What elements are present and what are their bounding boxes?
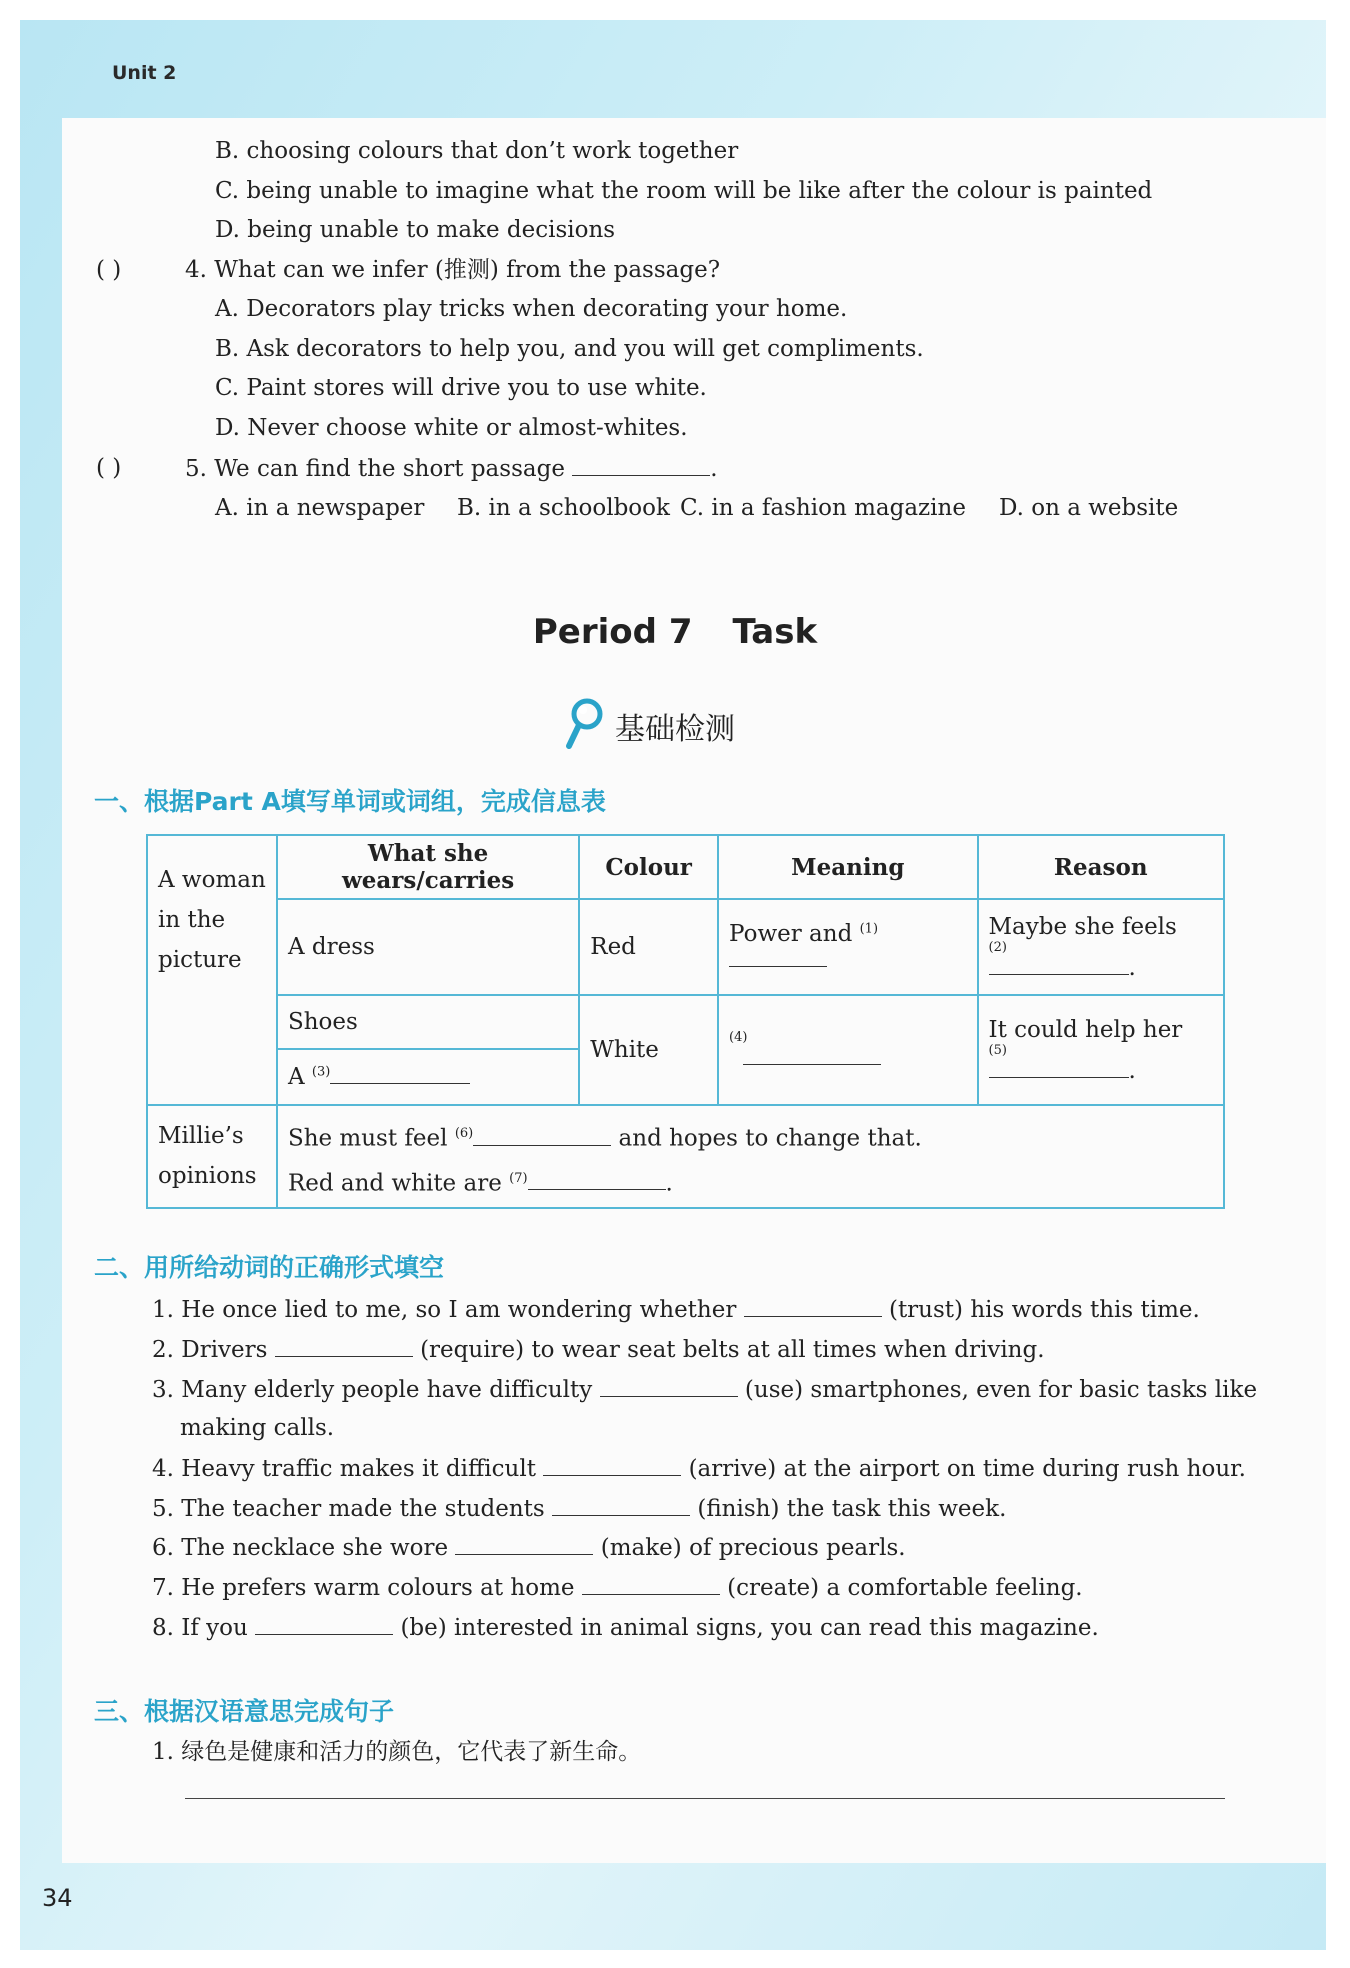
q4-option-d: D. Never choose white or almost-whites. [215, 415, 688, 441]
part2-item-5: 5. The teacher made the students (finish) the task this week. [152, 1496, 1007, 1522]
q5-stem [185, 457, 718, 481]
part2-blank-3[interactable] [600, 1378, 738, 1397]
info-table [146, 834, 1225, 1209]
part3-item-1: 1. 绿色是健康和活力的颜色，它代表了新生命。 [152, 1739, 642, 1765]
unit-label: Unit 2 [112, 62, 177, 84]
blank-number-5: (5) [988, 1042, 1007, 1058]
header-meaning: Meaning [718, 835, 977, 899]
part2-heading: 二、用所给动词的正确形式填空 [94, 1253, 445, 1282]
part2-item-4: 4. Heavy traffic makes it difficult (arrive) at the airport on time during rush hour. [152, 1456, 1246, 1482]
part3-answer-line-1[interactable] [185, 1798, 1225, 1799]
q4-option-b: B. Ask decorators to help you, and you will get compliments. [215, 336, 924, 362]
q5-option-a: A. in a newspaper [215, 495, 425, 521]
q5-blank[interactable] [572, 457, 710, 476]
magnifier-icon [563, 696, 607, 756]
q4-option-a: A. Decorators play tricks when decorating your home. [215, 296, 848, 322]
q5-stem-text: 5. We can find the short passage [185, 456, 565, 482]
q4-stem: 4. What can we infer (推测) from the passage? [185, 257, 721, 283]
row-label-woman: A woman in the picture [147, 835, 277, 1105]
part3-heading: 三、根据汉语意思完成句子 [94, 1697, 395, 1726]
section-title: 基础检测 [615, 712, 735, 747]
section-banner [563, 696, 735, 756]
part2-item-2: 2. Drivers (require) to wear seat belts at all times when driving. [152, 1337, 1045, 1363]
blank-2[interactable] [989, 956, 1129, 975]
blank-6[interactable] [473, 1127, 611, 1146]
blank-4[interactable] [743, 1046, 881, 1065]
cell-reason-5: It could help her (5) . [978, 995, 1225, 1105]
part2-blank-6[interactable] [455, 1536, 593, 1555]
part2-item-3-cont: making calls. [180, 1415, 335, 1441]
blank-number-3: (3) [311, 1064, 331, 1080]
part2-item-7: 7. He prefers warm colours at home (create) a comfortable feeling. [152, 1575, 1083, 1601]
row-label-opinions: Millie’s opinions [147, 1105, 277, 1208]
cell-opinions: She must feel $^{(6)}$ and hopes to change that. Red and white are $^{(7)}$ . [277, 1105, 1224, 1208]
q3-option-b: B. choosing colours that don’t work together [215, 138, 739, 164]
q5-answer-paren[interactable]: ( ) [96, 455, 122, 481]
part2-blank-2[interactable] [275, 1338, 413, 1357]
q4-answer-paren[interactable]: ( ) [96, 257, 122, 283]
part2-item-6: 6. The necklace she wore (make) of precious pearls. [152, 1535, 906, 1561]
cell-item-3: A $^{(3)}$ [277, 1049, 579, 1105]
q5-stem-end: . [710, 456, 718, 482]
period-title [0, 612, 1350, 652]
q5-option-d: D. on a website [999, 495, 1179, 521]
header-wears: What she wears/carries [277, 835, 579, 899]
part2-blank-8[interactable] [255, 1616, 393, 1635]
part2-blank-7[interactable] [582, 1576, 720, 1595]
part2-item-1: 1. He once lied to me, so I am wondering whether (trust) his words this time. [152, 1297, 1200, 1323]
q5-option-c: C. in a fashion magazine [680, 495, 966, 521]
blank-3[interactable] [330, 1065, 470, 1084]
header-reason: Reason [978, 835, 1225, 899]
blank-number-2: (2) [988, 939, 1007, 955]
part2-item-3: 3. Many elderly people have difficulty (use) smartphones, even for basic tasks like [152, 1377, 1258, 1403]
header-colour: Colour [579, 835, 718, 899]
part2-item-8: 8. If you (be) interested in animal signs, you can read this magazine. [152, 1615, 1099, 1641]
blank-number-4: (4) [729, 1029, 748, 1045]
q5-option-b: B. in a schoolbook [457, 495, 670, 521]
blank-7[interactable] [528, 1171, 666, 1190]
cell-reason-1: Maybe she feels (2) . [978, 899, 1225, 995]
cell-meaning-1: Power and $^{(1)}$ [718, 899, 977, 995]
cell-red: Red [579, 899, 718, 995]
q3-option-c: C. being unable to imagine what the room will be like after the colour is painted [215, 178, 1153, 204]
blank-number-1: (1) [859, 921, 879, 937]
blank-number-7: (7) [509, 1170, 528, 1186]
cell-meaning-4 [718, 995, 977, 1105]
part2-blank-4[interactable] [543, 1457, 681, 1476]
cell-white: White [579, 995, 718, 1105]
part2-blank-5[interactable] [552, 1497, 690, 1516]
blank-1[interactable] [729, 948, 827, 967]
part1-heading: 一、根据Part A填写单词或词组，完成信息表 [94, 787, 606, 816]
cell-dress: A dress [277, 899, 579, 995]
page-number: 34 [42, 1884, 73, 1912]
q4-option-c: C. Paint stores will drive you to use white. [215, 375, 707, 401]
part2-blank-1[interactable] [744, 1298, 882, 1317]
q3-option-d: D. being unable to make decisions [215, 217, 616, 243]
blank-number-6: (6) [454, 1126, 474, 1141]
period-name: Task [732, 612, 818, 652]
cell-shoes: Shoes [277, 995, 579, 1049]
blank-5[interactable] [989, 1059, 1129, 1078]
period-number: Period 7 [532, 612, 693, 652]
